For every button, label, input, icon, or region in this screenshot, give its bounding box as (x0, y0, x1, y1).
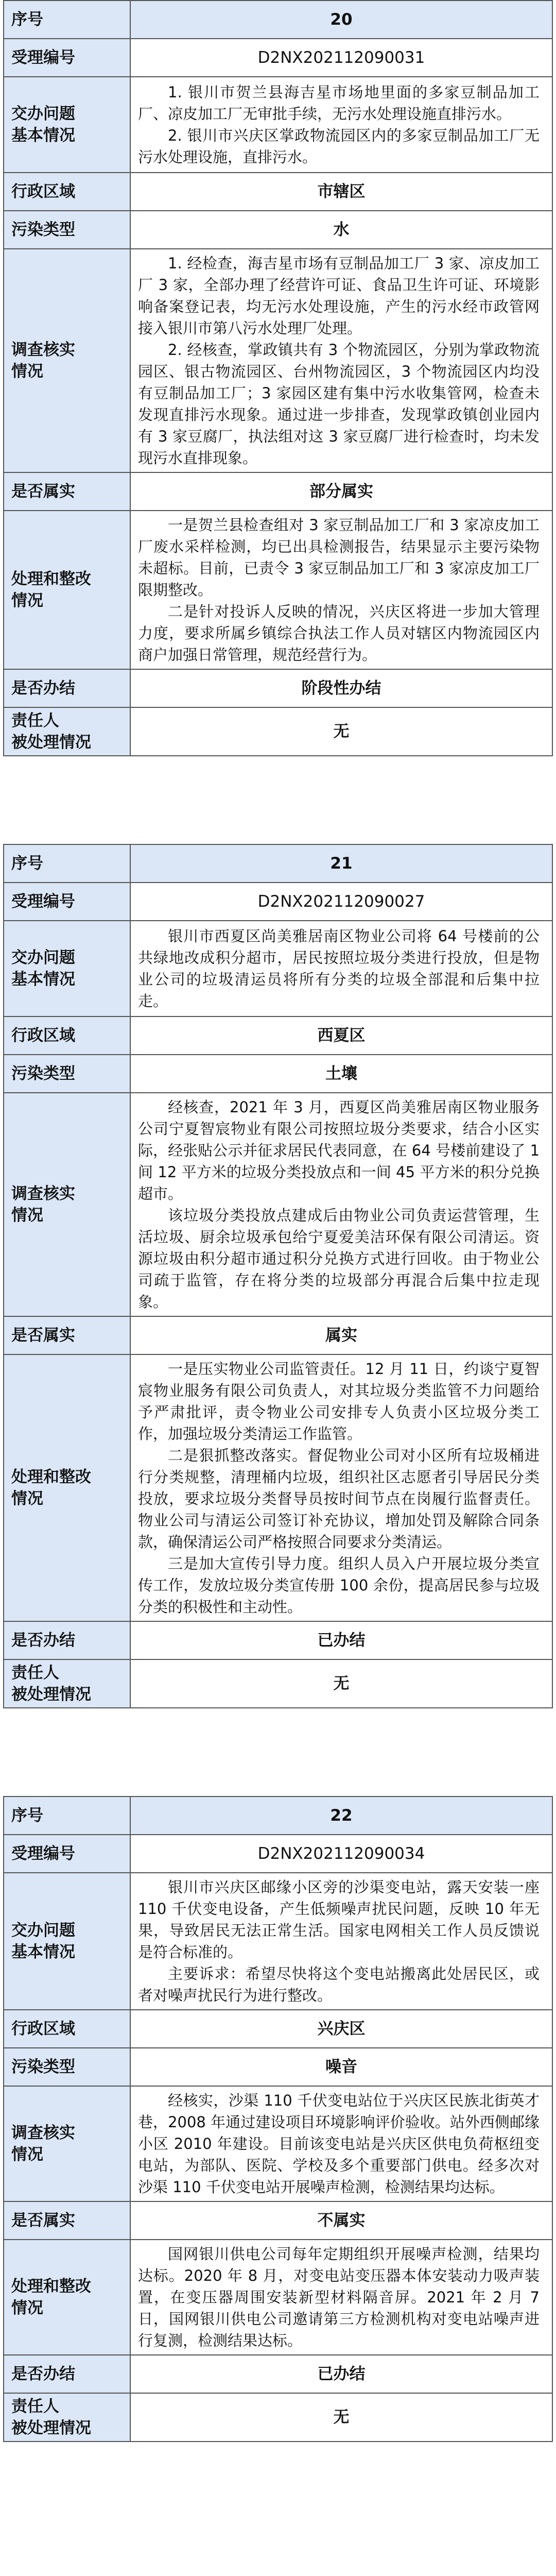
acceptance-number-label: 受理编号 (4, 1835, 130, 1873)
case-closed-value: 已办结 (130, 1621, 552, 1659)
acceptance-number-value: D2NX202112090031 (130, 39, 552, 77)
administrative-district-value: 西夏区 (130, 1016, 552, 1055)
verified-true-value: 不属实 (130, 2201, 552, 2240)
case-closed-label: 是否办结 (4, 1621, 130, 1659)
assigned-issue-paragraph: 1. 银川市贺兰县海吉星市场地里面的多家豆制品加工厂、凉皮加工厂无审批手续，无污水处理设施直排污水。 (138, 83, 540, 123)
assigned-issue-paragraph: 银川市西夏区尚美雅居南区物业公司将 64 号楼前的公共绿地改成积分超市，居民按照垃圾分类进行投放，但是物业公司的垃圾清运员将所有分类的垃圾全部混和后集中拉走。 (138, 927, 540, 1010)
handling-rectification-paragraph: 一是压实物业公司监管责任。12 月 11 日，约谈宁夏智宸物业服务有限公司负责人，对其垃圾分类监管不力问题给予严肃批评，责令物业公司安排专人负责小区垃圾分类工作，加强垃圾分类清运工作监管。 (138, 1360, 540, 1443)
handling-rectification-paragraph: 一是贺兰县检查组对 3 家豆制品加工厂和 3 家凉皮加工厂废水采样检测，均已出具检测报告，结果显示主要污染物未超标。目前，已责令 3 家豆制品加工厂和 3 家凉皮加工厂限期整改。 (138, 516, 540, 599)
case-closed-row (4, 2355, 552, 2393)
complaint-record-table (3, 0, 553, 756)
verified-true-label: 是否属实 (4, 472, 130, 511)
investigation-paragraph: 经核实，沙渠 110 千伏变电站位于兴庆区民族北街英才巷，2008 年通过建设项目环境影响评价验收。站外西侧邮缘小区 2010 年建设。目前该变电站是兴庆区供电负荷枢纽变电站，为部队、医院、学校及多个重要部门供电。经多次对沙渠 110 千伏变电站开展噪声检测，检测结果均达标。 (138, 2092, 540, 2196)
case-closed-row (4, 1621, 552, 1659)
accountability-label: 责任人 被处理情况 (4, 1659, 130, 1708)
assigned-issue-row (4, 1873, 552, 2010)
complaint-record-table (3, 1796, 553, 2442)
assigned-issue-row (4, 77, 552, 173)
handling-rectification-label: 处理和整改 情况 (4, 2240, 130, 2355)
case-closed-label: 是否办结 (4, 669, 130, 707)
handling-rectification-paragraph: 国网银川供电公司每年定期组织开展噪声检测，结果均达标。2020 年 8 月，对变电站变压器本体安装动力吸声装置，在变压器周围安装新型材料隔音屏。2021 年 2 月 7 日，国网银川供电公司邀请第三方检测机构对变电站噪声进行复测，检测结果达标。 (138, 2245, 545, 2349)
acceptance-number-value: D2NX202112090034 (130, 1835, 552, 1873)
pollution-type-row (4, 2048, 552, 2086)
pollution-type-label: 污染类型 (4, 1055, 130, 1093)
sequence-number-row (4, 1797, 552, 1835)
administrative-district-label: 行政区域 (4, 1016, 130, 1055)
acceptance-number-row (4, 39, 552, 77)
pollution-type-row (4, 1055, 552, 1093)
accountability-value: 无 (130, 1659, 552, 1708)
administrative-district-label: 行政区域 (4, 173, 130, 211)
verified-true-value: 属实 (130, 1316, 552, 1354)
handling-rectification-paragraph: 二是针对投诉人反映的情况，兴庆区将进一步加大管理力度，要求所属乡镇综合执法工作人员对辖区内物流园区内商户加强日常管理，规范经营行为。 (138, 603, 540, 664)
verified-true-row (4, 472, 552, 511)
assigned-issue-value (130, 1873, 552, 2010)
handling-rectification-row (4, 511, 552, 669)
administrative-district-row (4, 1016, 552, 1055)
handling-rectification-row (4, 1354, 552, 1621)
complaint-record-table (3, 844, 553, 1708)
sequence-number-row (4, 1, 552, 39)
verified-true-row (4, 1316, 552, 1354)
investigation-label: 调查核实 情况 (4, 249, 130, 472)
investigation-value (130, 1093, 552, 1316)
investigation-paragraph: 该垃圾分类投放点建成后由物业公司负责运营管理，生活垃圾、厨余垃圾承包给宁夏爱美洁环保有限公司清运。资源垃圾由积分超市通过积分兑换方式进行回收。由于物业公司疏于监管，存在将分类的垃圾部分再混合后集中拉走现象。 (138, 1207, 540, 1311)
investigation-row (4, 1093, 552, 1316)
investigation-label: 调查核实 情况 (4, 1093, 130, 1316)
pollution-type-value: 水 (130, 211, 552, 249)
pollution-type-row (4, 211, 552, 249)
pollution-type-value: 土壤 (130, 1055, 552, 1093)
acceptance-number-label: 受理编号 (4, 883, 130, 921)
investigation-paragraph: 1. 经检查，海吉星市场有豆制品加工厂 3 家、凉皮加工厂 3 家，全部办理了经营许可证、食品卫生许可证、环境影响备案登记表，均无污水处理设施，产生的污水经市政管网接入银川市第八污水处理厂处理。 (138, 255, 540, 337)
handling-rectification-paragraph: 二是狠抓整改落实。督促物业公司对小区所有垃圾桶进行分类规整，清理桶内垃圾，组织社区志愿者引导居民分类投放，要求垃圾分类督导员按时间节点在岗履行监督责任。物业公司与清运公司签订补充协议，增加处罚及解除合同条款，确保清运公司严格按照合同要求分类清运。 (138, 1447, 540, 1551)
pollution-type-value: 噪音 (130, 2048, 552, 2086)
investigation-row (4, 249, 552, 472)
verified-true-row (4, 2201, 552, 2240)
accountability-row (4, 2393, 552, 2442)
handling-rectification-value (130, 511, 552, 669)
acceptance-number-label: 受理编号 (4, 39, 130, 77)
assigned-issue-value (130, 921, 552, 1016)
sequence-number-row (4, 844, 552, 883)
administrative-district-row (4, 173, 552, 211)
pollution-type-label: 污染类型 (4, 211, 130, 249)
handling-rectification-label: 处理和整改 情况 (4, 1354, 130, 1621)
assigned-issue-label: 交办问题 基本情况 (4, 921, 130, 1016)
sequence-number-label: 序号 (4, 1797, 130, 1835)
accountability-row (4, 707, 552, 756)
accountability-row (4, 1659, 552, 1708)
sequence-number-label: 序号 (4, 1, 130, 39)
investigation-paragraph: 2. 经核查，掌政镇共有 3 个物流园区，分别为掌政物流园区、银古物流园区、台州物流园区，3 个物流园区内均没有豆制品加工厂；3 家园区建有集中污水收集管网，检查未发现直排污水现象。通过进一步排查，发现掌政镇创业园内有 3 家豆腐厂，执法组对这 3 家豆腐厂进行检查时，均未发现污水直排现象。 (138, 341, 540, 467)
case-closed-row (4, 669, 552, 707)
pollution-type-label: 污染类型 (4, 2048, 130, 2086)
record-separator (0, 756, 556, 844)
accountability-value: 无 (130, 707, 552, 756)
case-closed-value: 阶段性办结 (130, 669, 552, 707)
acceptance-number-row (4, 883, 552, 921)
investigation-row (4, 2086, 552, 2201)
accountability-label: 责任人 被处理情况 (4, 2393, 130, 2442)
assigned-issue-paragraph: 银川市兴庆区邮缘小区旁的沙渠变电站，露天安装一座 110 千伏变电设备，产生低频噪声扰民问题，反映 10 年无果，导致居民无法正常生活。国家电网相关工作人员反馈说是符合标准的。 (138, 1878, 545, 1961)
verified-true-label: 是否属实 (4, 2201, 130, 2240)
verified-true-label: 是否属实 (4, 1316, 130, 1354)
accountability-value: 无 (130, 2393, 552, 2442)
verified-true-value: 部分属实 (130, 472, 552, 511)
investigation-paragraph: 经核查，2021 年 3 月，西夏区尚美雅居南区物业服务公司宁夏智宸物业有限公司按照垃圾分类要求，结合小区实际，经张贴公示并征求居民代表同意，在 64 号楼前建设了 1 间 12 平方米的垃圾分类投放点和一间 45 平方米的积分兑换超市。 (138, 1098, 545, 1202)
sequence-number-label: 序号 (4, 844, 130, 883)
sequence-number-value: 21 (130, 844, 552, 883)
handling-rectification-value (130, 2240, 552, 2355)
handling-rectification-value (130, 1354, 552, 1621)
administrative-district-label: 行政区域 (4, 2010, 130, 2048)
case-closed-label: 是否办结 (4, 2355, 130, 2393)
acceptance-number-value: D2NX202112090027 (130, 883, 552, 921)
assigned-issue-paragraph: 2. 银川市兴庆区掌政物流园区内的多家豆制品加工厂无污水处理设施，直排污水。 (138, 127, 540, 166)
assigned-issue-label: 交办问题 基本情况 (4, 77, 130, 173)
administrative-district-row (4, 2010, 552, 2048)
accountability-label: 责任人 被处理情况 (4, 707, 130, 756)
administrative-district-value: 兴庆区 (130, 2010, 552, 2048)
sequence-number-value: 22 (130, 1797, 552, 1835)
handling-rectification-label: 处理和整改 情况 (4, 511, 130, 669)
handling-rectification-row (4, 2240, 552, 2355)
assigned-issue-value (130, 77, 552, 173)
assigned-issue-paragraph: 主要诉求：希望尽快将这个变电站搬离此处居民区，或者对噪声扰民行为进行整改。 (138, 1965, 540, 2004)
case-closed-value: 已办结 (130, 2355, 552, 2393)
investigation-label: 调查核实 情况 (4, 2086, 130, 2201)
investigation-value (130, 2086, 552, 2201)
acceptance-number-row (4, 1835, 552, 1873)
sequence-number-value: 20 (130, 1, 552, 39)
assigned-issue-row (4, 921, 552, 1016)
investigation-value (130, 249, 552, 472)
administrative-district-value: 市辖区 (130, 173, 552, 211)
record-separator (0, 1708, 556, 1796)
handling-rectification-paragraph: 三是加大宣传引导力度。组织人员入户开展垃圾分类宣传工作，发放垃圾分类宣传册 100 余份，提高居民参与垃圾分类的积极性和主动性。 (138, 1555, 540, 1616)
assigned-issue-label: 交办问题 基本情况 (4, 1873, 130, 2010)
